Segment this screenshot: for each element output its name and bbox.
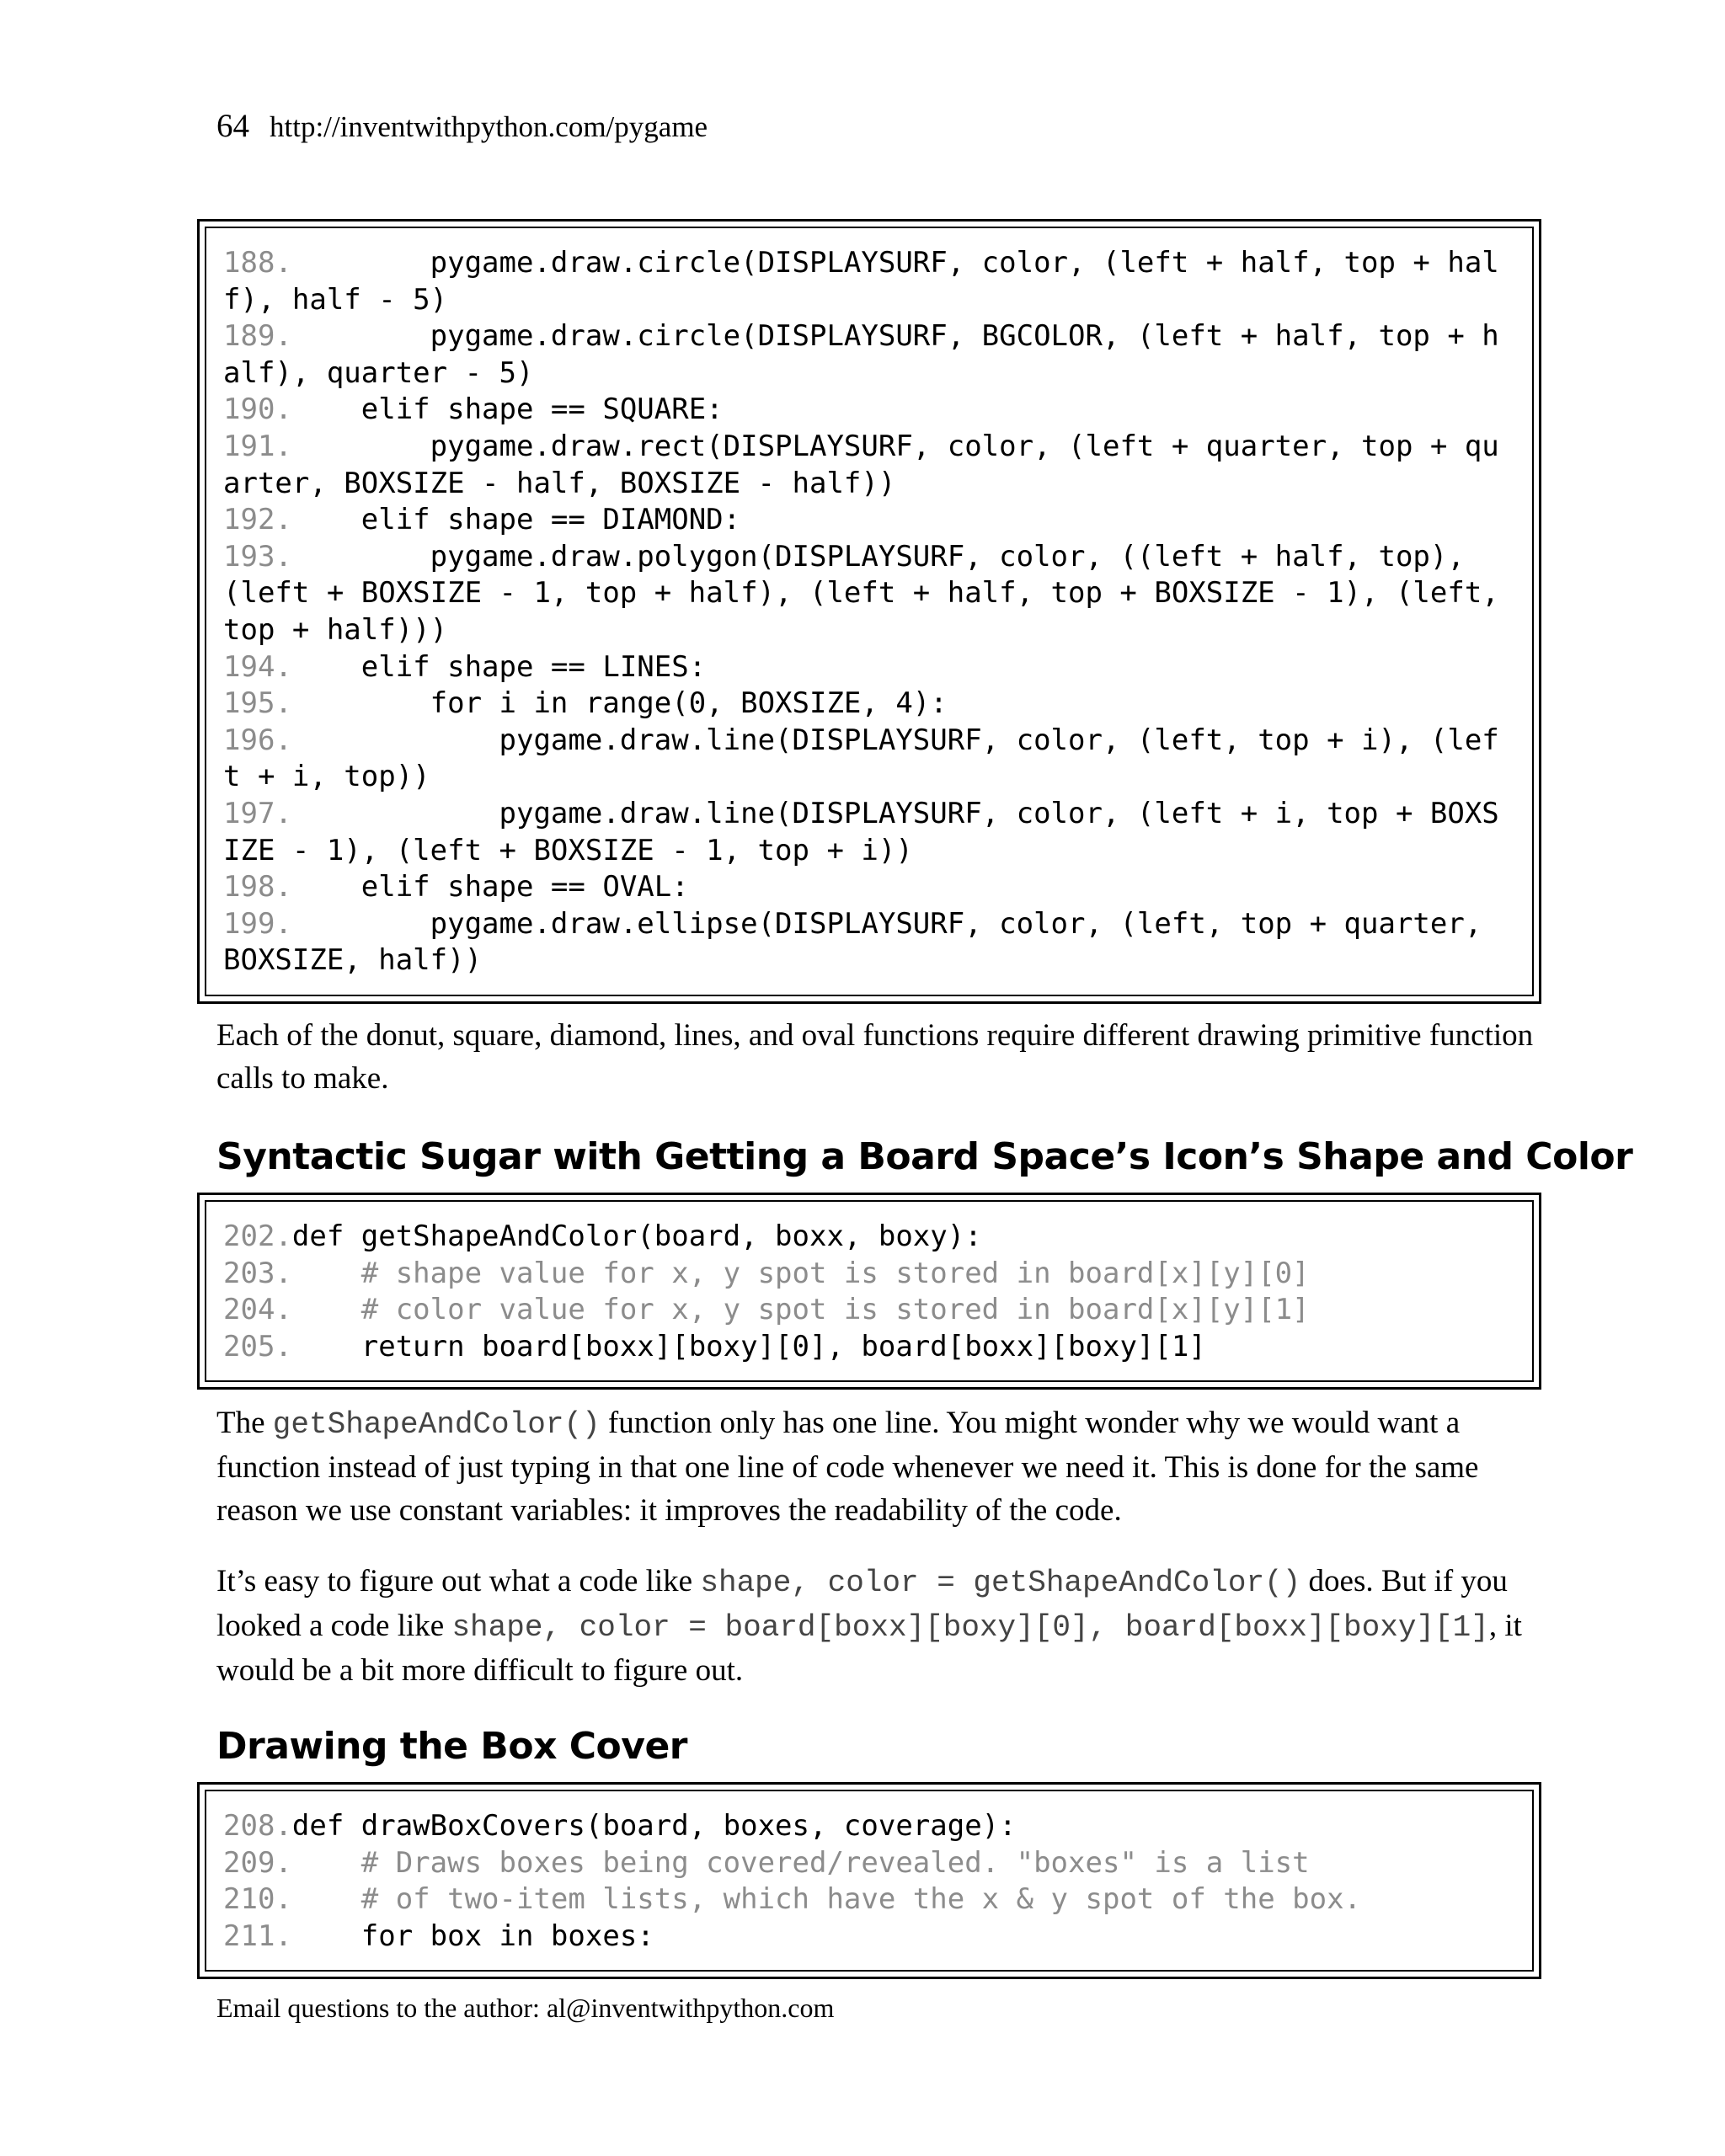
code-text: elif shape == SQUARE: [291, 392, 724, 427]
section-heading-box-cover: Drawing the Box Cover [216, 1725, 688, 1768]
code-line [223, 906, 1515, 979]
code-line [223, 723, 1515, 796]
line-number: 198. [223, 870, 292, 905]
code-comment-line [223, 1881, 1515, 1919]
line-number: 193. [223, 539, 292, 574]
paragraph-get-shape-and-color [216, 1401, 1547, 1532]
code-comment-line [223, 1256, 1515, 1293]
code-text: # of two-item lists, which have the x & y spot of the box. [291, 1882, 1362, 1917]
code-line [223, 539, 1515, 649]
line-number: 195. [223, 686, 292, 721]
section-heading-syntactic-sugar: Syntactic Sugar with Getting a Board Space’s Icon’s Shape and Color [216, 1135, 1633, 1178]
line-number: 204. [223, 1293, 292, 1327]
code-text: # color value for x, y spot is stored in board[x][y][1] [291, 1293, 1310, 1327]
code-text: # shape value for x, y spot is stored in board[x][y][0] [291, 1256, 1310, 1290]
code-text: pygame.draw.circle(DISPLAYSURF, BGCOLOR, (left + half, top + half), quarter - 5) [223, 319, 1499, 390]
text-run: does. But if you looked a code like [216, 1564, 1508, 1643]
paragraph-readability [216, 1560, 1547, 1692]
line-number: 196. [223, 723, 292, 757]
code-line [223, 1219, 1515, 1256]
line-number: 209. [223, 1845, 292, 1880]
code-line [223, 1329, 1515, 1366]
line-number: 199. [223, 906, 292, 941]
code-line [223, 502, 1515, 539]
code-comment-line [223, 1292, 1515, 1329]
code-line [223, 392, 1515, 429]
code-text: def drawBoxCovers(board, boxes, coverage): [291, 1809, 1017, 1843]
code-text: def getShapeAndColor(board, boxx, boxy): [291, 1219, 982, 1253]
book-url: http://inventwithpython.com/pygame [270, 110, 708, 143]
code-line [223, 1808, 1515, 1845]
code-text: elif shape == OVAL: [291, 870, 689, 905]
code-text: pygame.draw.line(DISPLAYSURF, color, (left, top + i), (left + i, top)) [223, 723, 1499, 794]
code-text: elif shape == LINES: [291, 649, 707, 684]
code-text: elif shape == DIAMOND: [291, 503, 741, 537]
inline-code: shape, color = board[boxx][boxy][0], board[boxx][boxy][1] [451, 1610, 1489, 1645]
line-number: 188. [223, 246, 292, 280]
code-line [223, 429, 1515, 502]
line-number: 189. [223, 319, 292, 354]
code-line [223, 245, 1515, 318]
line-number: 210. [223, 1882, 292, 1917]
running-head [216, 109, 708, 144]
text-run: The [216, 1406, 273, 1440]
text-run: function only has one line. You might wonder why we would want a function instead of just typing in that one line of code whenever we need it. This is done for the same reason we use constant variables: it improves the readability of the code. [216, 1406, 1479, 1528]
code-text: for i in range(0, BOXSIZE, 4): [291, 686, 948, 721]
code-text: pygame.draw.rect(DISPLAYSURF, color, (left + quarter, top + quarter, BOXSIZE - half, BOXSIZE - half)) [223, 429, 1499, 500]
code-line [223, 649, 1515, 686]
code-line [223, 1919, 1515, 1956]
line-number: 211. [223, 1919, 292, 1953]
code-text: for box in boxes: [291, 1919, 654, 1953]
code-block-draw-box-covers [197, 1782, 1541, 1979]
page-number: 64 [216, 108, 249, 144]
page-footer: Email questions to the author: al@inventwithpython.com [216, 1993, 835, 2023]
code-line [223, 869, 1515, 906]
code-text: pygame.draw.circle(DISPLAYSURF, color, (left + half, top + half), half - 5) [223, 246, 1499, 317]
text-run: It’s easy to figure out what a code like [216, 1564, 701, 1598]
code-text: pygame.draw.ellipse(DISPLAYSURF, color, (left, top + quarter, BOXSIZE, half)) [223, 906, 1499, 978]
inline-code: getShapeAndColor() [272, 1407, 601, 1442]
code-text: pygame.draw.polygon(DISPLAYSURF, color, ((left + half, top), (left + BOXSIZE - 1, top + half), (left + half, top + BOXSIZE - 1), (left, top + half))) [223, 539, 1517, 647]
line-number: 203. [223, 1256, 292, 1290]
line-number: 190. [223, 392, 292, 427]
text-run: , it would be a bit more difficult to figure out. [216, 1609, 1522, 1688]
line-number: 191. [223, 429, 292, 463]
line-number: 202. [223, 1219, 292, 1253]
code-text: pygame.draw.line(DISPLAYSURF, color, (left + i, top + BOXSIZE - 1), (left + BOXSIZE - 1, top + i)) [223, 796, 1499, 867]
line-number: 192. [223, 503, 292, 537]
code-line [223, 318, 1515, 392]
line-number: 194. [223, 649, 292, 684]
code-block-get-shape-and-color [197, 1193, 1541, 1390]
code-text: # Draws boxes being covered/revealed. "boxes" is a list [291, 1845, 1310, 1880]
line-number: 208. [223, 1809, 292, 1843]
line-number: 197. [223, 796, 292, 830]
code-comment-line [223, 1845, 1515, 1882]
code-text: return board[boxx][boxy][0], board[boxx][boxy][1] [291, 1329, 1206, 1364]
inline-code: shape, color = getShapeAndColor() [700, 1566, 1301, 1600]
code-line [223, 686, 1515, 723]
paragraph-shapes: Each of the donut, square, diamond, lines, and oval functions require different drawing primitive function calls to make. [216, 1018, 1534, 1096]
line-number: 205. [223, 1329, 292, 1364]
code-line [223, 796, 1515, 869]
code-block-draw-icon [197, 219, 1541, 1004]
